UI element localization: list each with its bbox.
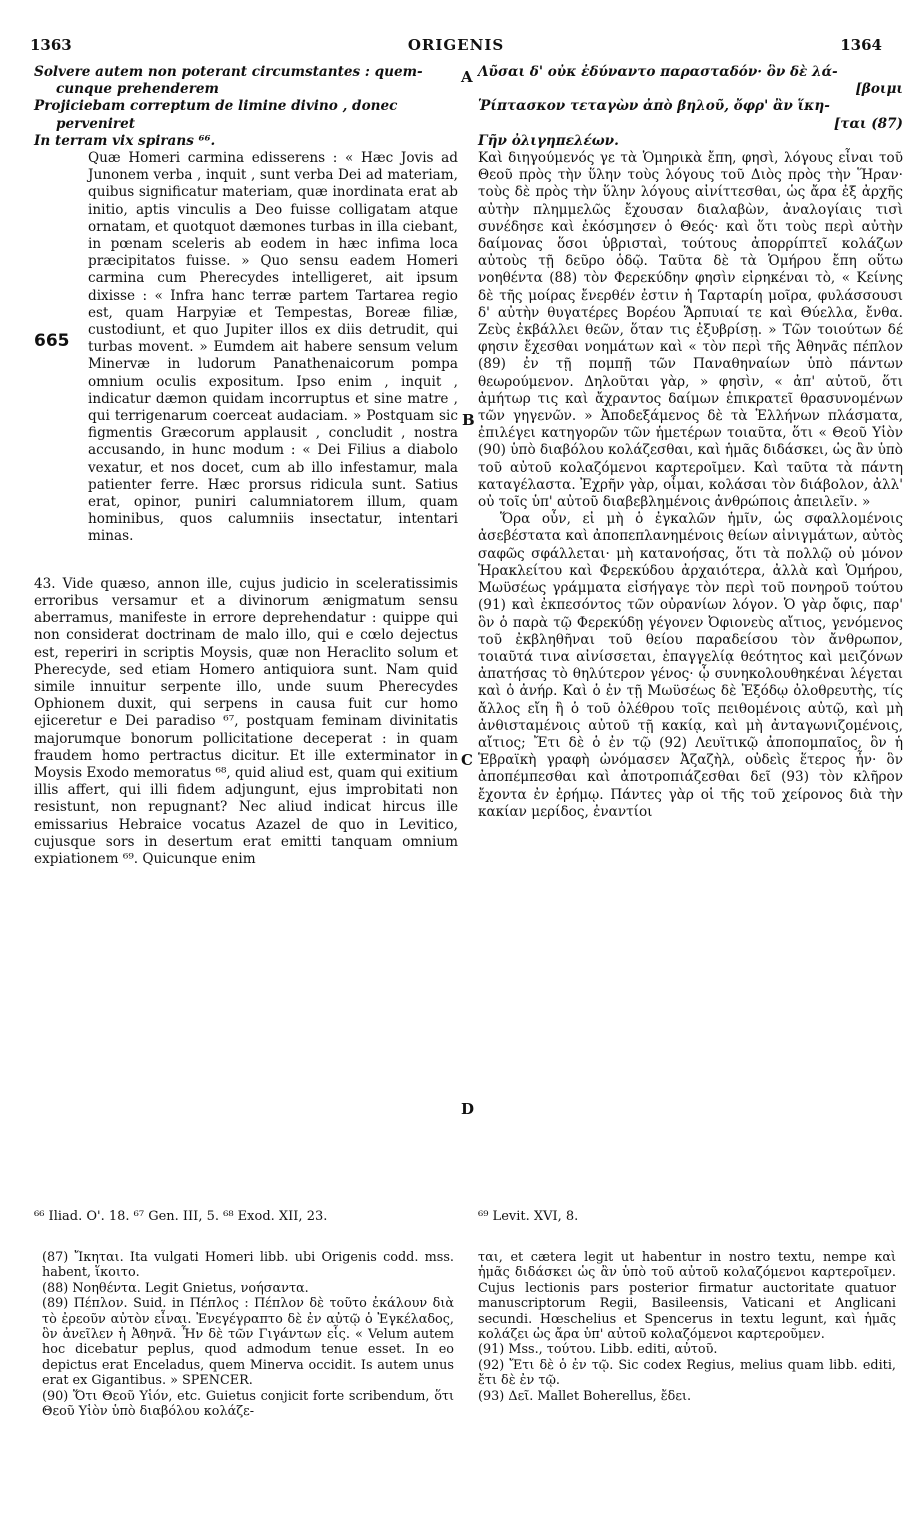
latin-verse <box>34 64 458 150</box>
margin-letter-c: C <box>461 751 473 769</box>
latin-column <box>34 64 458 868</box>
verse-line: cunque prehenderem <box>56 81 219 98</box>
verse-line: [ται (87) <box>833 115 903 132</box>
verse-line: Projiciebam correptum de limine divino , donec <box>34 98 398 115</box>
critical-notes-right <box>478 1250 896 1404</box>
verse-line: Γῆν ὀλιγηπελέων. <box>478 132 619 149</box>
header-title: ORIGENIS <box>407 36 505 54</box>
note-91: (91) Mss., τούτου. Libb. editi, αὐτοῦ. <box>478 1342 718 1358</box>
margin-letter-a: A <box>461 68 473 86</box>
margin-letter-b: B <box>462 411 475 429</box>
note-92: (92) Ἔτι δὲ ὁ ἐν τῷ. Sic codex Regius, melius quam libb. editi, ἔτι δὲ ἐν τῷ. <box>478 1357 896 1389</box>
greek-paragraph-1: Καὶ διηγούμενός γε τὰ Ὁμηρικὰ ἔπη, φησὶ, λόγους εἶναι τοῦ Θεοῦ πρὸς τὴν ὕλην τοὺς λόγους τοῦ Διὸς πρὸς τὴν Ἥραν· τοὺς δὲ πρὸς τὴν ὕλην λόγους αἰνίττεσθαι, ὡς ἄρα ἐξ ἀρχῆς αὐτὴν πλημμελῶς ἔχουσαν διαλαβὼν, ἀναλογίαις τισὶ συνέδησε καὶ ἐκόσμησεν ὁ Θεός· καὶ ὅτι τοὺς περὶ αὐτὴν δαίμονας ὅσοι ὑβρισταὶ, τούτους ἀπορρίπτεῖ κολάζων αὐτοὺς τῇ δεῦρο ὁδῷ. Ταῦτα δὲ τὰ Ὁμήρου ἔπη οὕτω νοηθέντα (88) τὸν Φερεκύδην φησὶν εἰρηκέναι τὸ, « Κείνης δὲ τῆς μοίρας ἔνερθέν ἐστιν ἡ Ταρταρίη μοῖρα, φυλάσσουσι δ' αὐτὴν θυγατέρες Βορέου Ἅρπυιαί τε καὶ Θύελλα, ἔνθα. Ζεὺς ἐκβάλλει θεῶν, ὅταν τις ἐξυβρίσῃ. » Τῶν τοιούτων δέ φησιν ἔχεσθαι νοημάτων καὶ « τὸν περὶ τῆς Ἀθηνᾶς πέπλον (89) ἐν τῇ πομπῇ τῶν Παναθηναίων ὑπὸ πάντων θεωρούμενον. Δηλοῦται γὰρ, » φησὶν, « ἀπ' αὐτοῦ, ὅτι ἀμήτωρ τις καὶ ἄχραντος δαίμων ἐπικρατεῖ θρασυνομένων τῶν γηγενῶν. » Ἀποδεξάμενος δὲ τὰ Ἑλλήνων πλάσματα, ἐπιλέγει κατηγορῶν τῶν ἡμετέρων τοιαῦτα, ὅτι « Θεοῦ Υἱὸν (90) ὑπὸ διαβόλου κολάζεσθαι, καὶ ἡμᾶς διδάσκει, ὡς ἂν ὑπὸ τοῦ αὐτοῦ κολαζόμενοι καρτεροῖμεν. Καὶ ταῦτα τὰ πάντη καταγέλαστα. Ἐχρῆν γὰρ, οἶμαι, κολάσαι τὸν διάβολον, ἀλλ' οὐ τοῖς ὑπ' αὐτοῦ διαβεβλημένοις ἀνθρώποις ἀπειλεῖν. » <box>478 150 903 511</box>
running-header <box>30 36 882 58</box>
note-87: (87) Ἴκηται. Ita vulgati Homeri libb. ubi Origenis codd. mss. habent, ἵκοιτο. <box>42 1250 454 1281</box>
greek-verse <box>478 64 903 150</box>
header-page-right: 1364 <box>840 36 882 54</box>
header-page-left: 1363 <box>30 36 72 54</box>
note-90-cont: ται, et cætera legit ut habentur in nostro textu, nempe καὶ ἡμᾶς διδάσκει ὡς ἂν ὑπὸ τοῦ αὐτοῦ κολαζόμενοι καρτεροῖμεν. Cujus lectionis pars posterior firmatur auctoritate quatuor manuscriptorum Regii, Basileensis, Vaticani et Anglicani secundi. Hœschelius et Spencerus in textu legunt, καὶ ἡμᾶς κολάζει ὡς ἄρα ὑπ' αὐτοῦ κολαζόμενοι καρτεροῦμεν. <box>478 1250 896 1343</box>
verse-line: perveniret <box>56 115 136 132</box>
margin-letter-d: D <box>461 1100 475 1118</box>
note-90: (90) Ὅτι Θεοῦ Υἱόν, etc. Guietus conjicit forte scribendum, ὅτι Θεοῦ Υἱὸν ὑπὸ διαβόλου κολάζε- <box>42 1388 454 1420</box>
latin-paragraph-1: Quæ Homeri carmina edisserens : « Hæc Jovis ad Junonem verba , inquit , sunt verba Dei ad materiam, quibus significatur materiam, quæ inordinata erat ab initio, aptis vinculis a Deo fuisse colligatam atque ornatam, et quotquot dæmones turbas in illa ciebant, in pœnam sceleris ab eodem in hæc infima loca præcipitatos fuisse. » Quo sensu eadem Homeri carmina cum Pherecydes intelligeret, ait ipsum dixisse : « Infra hanc terræ partem Tartarea regio est, quam Harpyiæ et Tempestas, Boreæ filiæ, custodiunt, et quo Jupiter illos ex diis detrudit, qui turbas movent. » Eumdem ait habere sensum velum Minervæ in ludorum Panathenaicorum pompa omnium oculis expositum. Ipso enim , inquit , indicatur dæmon quidam incorruptus et sine matre , qui terrigenarum coerceat audaciam. » Postquam sic figmentis Græcorum applausit , concludit , nostra accusando, in hunc modum : « Dei Filius a diabolo vexatur, et nos docet, cum ab illo infestamur, mala patienter ferre. Hæc prorsus ridicula sunt. Satius erat, opinor, puniri calumniatorem illum, quam hominibus, quos calumniis insectatur, intentari minas. <box>88 150 458 545</box>
note-89: (89) Πέπλον. Suid. in Πέπλος : Πέπλον δὲ τοῦτο ἐκάλουν διὰ τὸ ἐρεοῦν αὐτὸν εἶναι. Ἐνεγέγραπτο δὲ ἐν αὐτῷ ὁ Ἐγκέλαδος, ὃν ἀνεῖλεν ἡ Ἀθηνᾶ. Ἦν δὲ τῶν Γιγάντων εἷς. « Velum autem hoc dicebatur peplus, quod admodum tenue esset. In eo depictus erat Enceladus, quem Minerva occidit. Is autem unus erat ex Gigantibus. » SPENCER. <box>42 1296 454 1389</box>
note-88: (88) Νοηθέντα. Legit Gnietus, νοήσαντα. <box>42 1280 309 1296</box>
critical-notes-left <box>42 1250 454 1419</box>
verse-line: Ῥίπτασκον τεταγὼν ἀπὸ βηλοῦ, ὄφρ' ἂν ἵκη- <box>478 98 830 115</box>
note-93: (93) Δεῖ. Mallet Boherellus, ἔδει. <box>478 1388 692 1404</box>
verse-line: Λῦσαι δ' οὐκ ἐδύναντο παρασταδόν· ὃν δὲ λά- <box>478 64 838 80</box>
verse-line: Solvere autem non poterant circumstantes : quem- <box>34 64 423 80</box>
latin-paragraph-2: 43. Vide quæso, annon ille, cujus judicio in sceleratissimis erroribus versamur et a divinorum ænigmatum sensu aberramus, manifeste in errore deprehendatur : quippe qui non considerat doctrinam de malo illo, qui e cœlo dejectus est, reperiri in scriptis Moysis, quæ non Heraclito solum et Pherecyde, sed etiam Homero antiquiora sunt. Nam quid simile innuitur serpente illo, unde suum Pherecydes Ophionem duxit, qui serpens in causa fuit cur homo ejiceretur e Dei paradiso ⁶⁷, postquam feminam divinitatis majorumque bonorum pollicitatione deceperat : in quam fraudem homo pertractus dicitur. Et ille exterminator in Moysis Exodo memoratus ⁶⁸, quid aliud est, quam qui exitium illis affert, qui illi fidem adjungunt, ejus improbitati non resistunt, non repugnant? Nec aliud indicat hircus ille emissarius Hebraice vocatus Azazel de quo in Levitico, cujusque sors in desertum erat emitti tanquam omnium expiationem ⁶⁹. Quicunque enim <box>34 575 458 867</box>
verse-line: [βοιμι <box>855 81 903 98</box>
footnote-refs-left: ⁶⁶ Iliad. Ο'. 18. ⁶⁷ Gen. III, 5. ⁶⁸ Exod. XII, 23. <box>34 1209 328 1224</box>
footnote-refs-right: ⁶⁹ Levit. XVI, 8. <box>478 1209 579 1224</box>
page-reference-number: 665 <box>34 331 70 351</box>
greek-column <box>478 64 903 821</box>
greek-paragraph-2: Ὅρα οὖν, εἰ μὴ ὁ ἐγκαλῶν ἡμῖν, ὡς σφαλλομένοις ἀσεβέστατα καὶ ἀποπεπλανημένοις θείων αἰνιγμάτων, αὐτὸς σαφῶς σφάλλεται· μὴ κατανοήσας, ὅτι τὰ πολλῷ οὐ μόνον Ἡρακλείτου καὶ Φερεκύδου ἀρχαιότερα, ἀλλὰ καὶ Ὁμήρου, Μωϋσέως γράμματα εἰσήγαγε τὸν περὶ τοῦ πονηροῦ τούτου (91) καὶ ἐκπεσόντος τῶν οὐρανίων λόγον. Ὁ γὰρ ὄφις, παρ' ὃν ὁ παρὰ τῷ Φερεκύδῃ γέγονεν Ὀφιονεὺς αἴτιος, γενόμενος τοῦ ἐκβληθῆναι τοῦ θείου παραδείσου τὸν ἄνθρωπον, τοιαῦτά τινα αἰνίσσεται, ἐπαγγελίᾳ θεότητος καὶ μειζόνων ἀπατήσας τὸ θηλύτερον γένος· ᾧ συνηκολουθηκέναι λέγεται καὶ ὁ ἀνήρ. Καὶ ὁ ἐν τῇ Μωϋσέως δὲ Ἐξόδῳ ὀλοθρευτὴς, τίς ἄλλος εἴη ἢ ὁ τοῦ ὀλέθρου τοῖς πειθομένοις αὐτῷ, καὶ μὴ ἀνθισταμένοις αὐτοῦ τῇ κακίᾳ, καὶ μὴ ἀνταγωνιζομένοις, αἴτιος; Ἔτι δὲ ὁ ἐν τῷ (92) Λευϊτικῷ ἀποπομπαῖος, ὃν ἡ Ἑβραϊκὴ γραφὴ ὠνόμασεν Ἀζαζὴλ, οὐδεὶς ἕτερος ἦν· ὃν ἀποπέμπεσθαι καὶ ἀποτροπιάζεσθαι δεῖ (93) τὸν κλῆρον ἔχοντα ἐν ἐρήμῳ. Πάντες γὰρ οἱ τῆς τοῦ χείρονος διὰ τὴν κακίαν μερίδος, ἐναντίοι <box>478 511 903 820</box>
verse-line: In terram vix spirans ⁶⁶. <box>34 132 216 149</box>
